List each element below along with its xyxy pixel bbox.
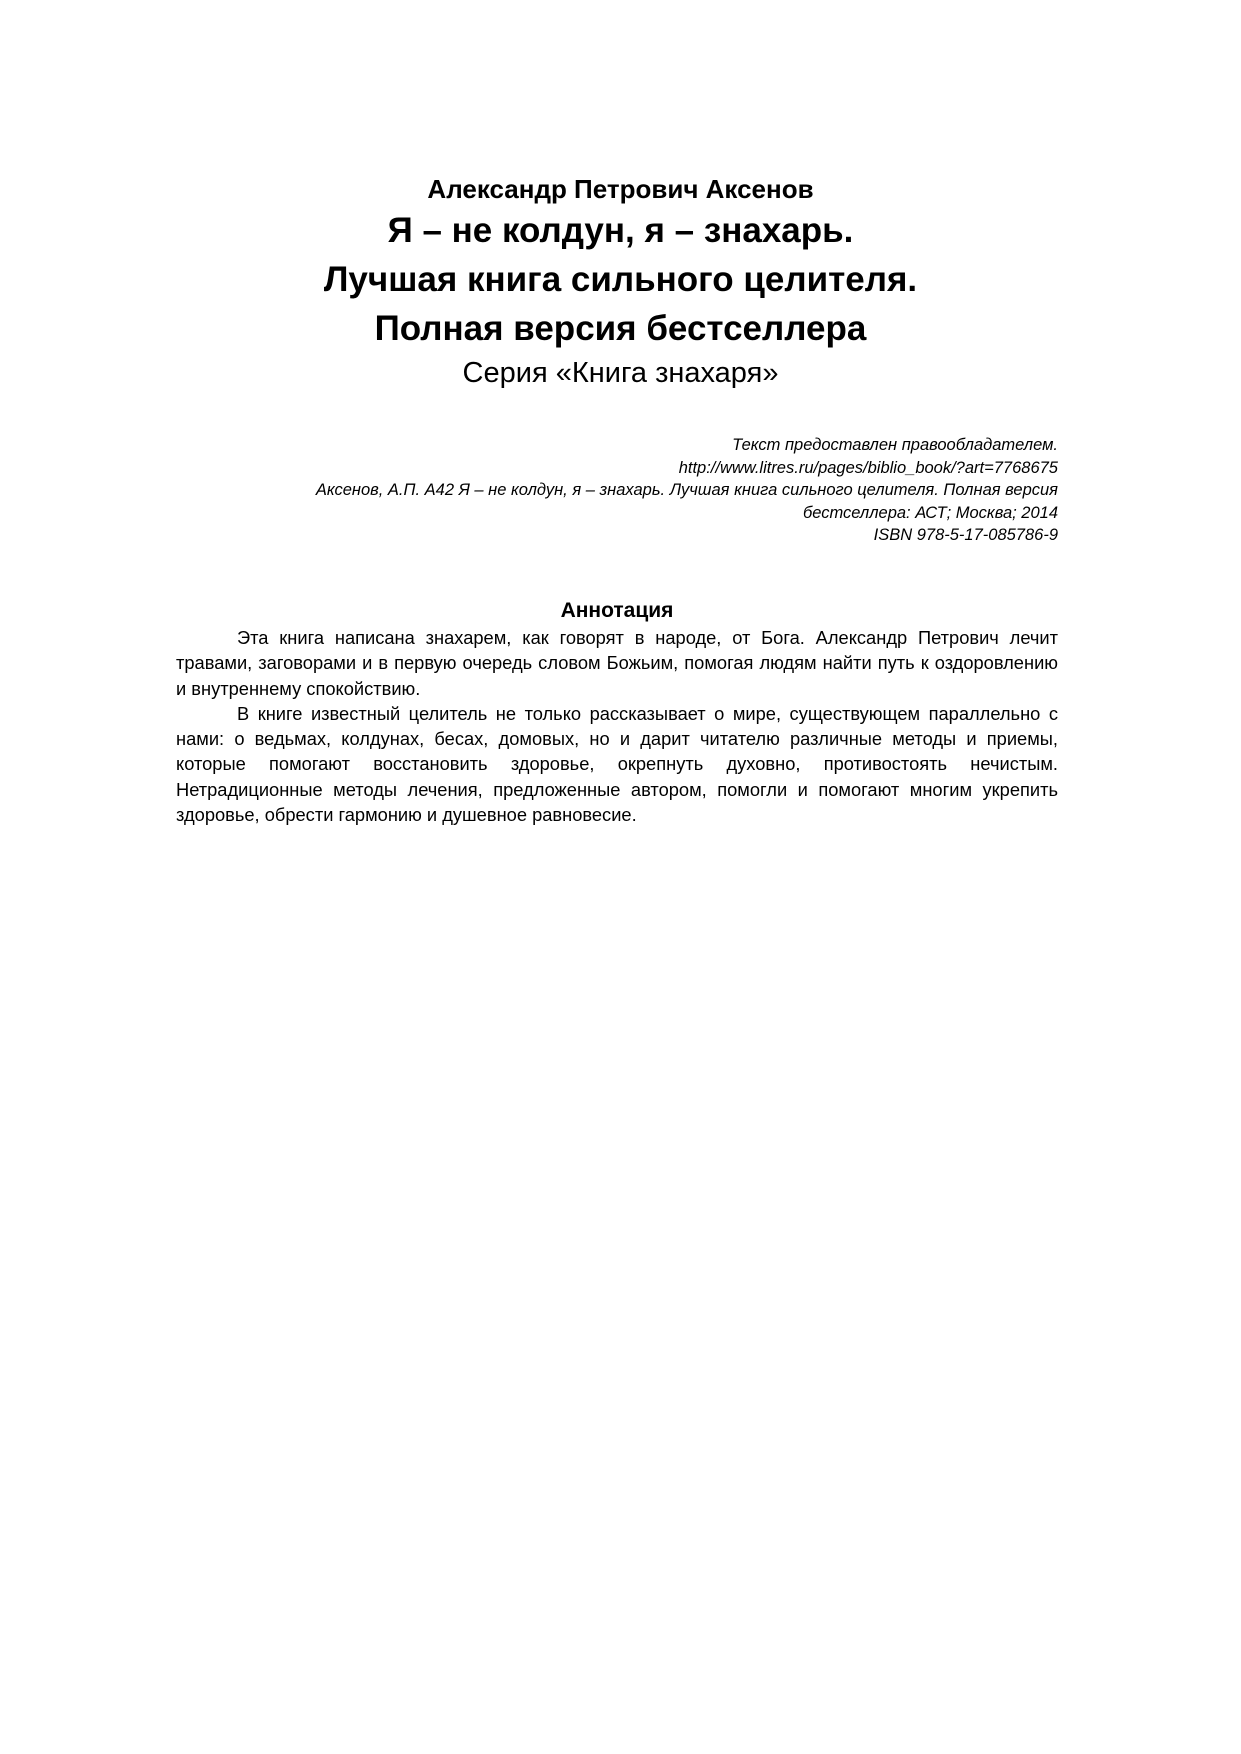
book-title-line-2: Лучшая книга сильного целителя. — [323, 260, 918, 299]
author-name: Александр Петрович Аксенов — [427, 174, 814, 204]
annotation-paragraph-2: В книге известный целитель не только рассказывает о мире, существующем параллельно с нами: о ведьмах, колдунах, бесах, домовых, но и дарит читателю различные методы и приемы, которые помогают восстановить здоровье, окрепнуть духовно, противостоять нечистым. Нетрадиционные методы лечения, предложенные автором, помогли и помогают многим укрепить здоровье, обрести гармонию и душевное равновесие. — [176, 702, 1058, 826]
rights-notice: Текст предоставлен правообладателем. — [732, 436, 1058, 454]
annotation-paragraph-1: Эта книга написана знахарем, как говорят в народе, от Бога. Александр Петрович лечит травами, заговорами и в первую очередь словом Божьим, помогая людям найти путь к оздоровлению и внутреннему спокойствию. — [176, 627, 1058, 699]
book-title-line-1: Я – не колдун, я – знахарь. — [387, 211, 854, 250]
title-block — [0, 172, 1241, 393]
book-title-line-3: Полная версия бестселлера — [374, 309, 867, 348]
publication-metadata — [158, 434, 1058, 547]
source-url: http://www.litres.ru/pages/biblio_book/?art=7768675 — [678, 458, 1058, 477]
series-name: Серия «Книга знахаря» — [462, 357, 779, 389]
bibliographic-entry: Аксенов, А.П. А42 Я – не колдун, я – знахарь. Лучшая книга сильного целителя. Полная версия — [315, 481, 1058, 499]
isbn: ISBN 978-5-17-085786-9 — [873, 526, 1058, 544]
annotation-heading: Аннотация — [560, 599, 674, 622]
publisher-info: бестселлера: АСТ; Москва; 2014 — [802, 503, 1058, 522]
annotation-section — [176, 597, 1058, 827]
